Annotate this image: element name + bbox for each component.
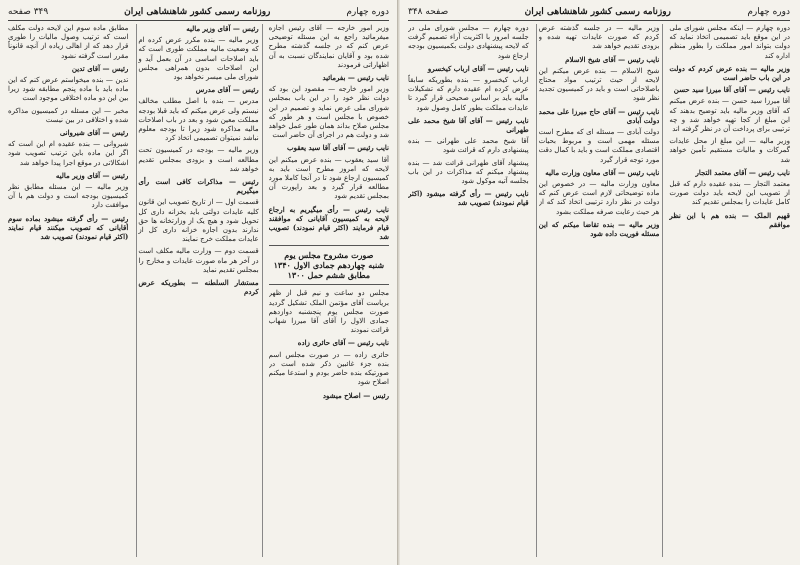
paragraph: شیروانی — بنده عقیده ام این است که اگر این ماده باین ترتیب تصویب شود اشکالاتی در موقع اجرا پیدا خواهد شد [8, 140, 129, 167]
paragraph: نایب رئیس — آقای آقا سید یعقوب [287, 143, 389, 153]
session-notice [269, 250, 389, 280]
left-col-1 [269, 24, 389, 559]
paragraph: معتمد التجار — بنده عقیده دارم که قبل از تصویب این لایحه باید دولت صورت کامل عایدات را بمجلس تقدیم کند [669, 180, 790, 207]
paragraph: مستشار السلطنه — بطوریکه عرض کردم [138, 278, 259, 297]
paragraph: نایب رئیس — آقای ارباب کیخسرو [427, 63, 529, 73]
paragraph: آقا شیخ محمد علی طهرانی — بنده پیشنهادی دارم که قرائت شود [407, 137, 529, 155]
right-col-1 [669, 24, 790, 559]
paragraph: دوره چهارم — اینکه مجلس شورای ملی در این موقع باید تصمیمی اتخاذ نماید که دولت بتواند امور مملکت را بطور منظم اداره کند [669, 24, 790, 60]
paragraph: رئیس — آقای مدرس [195, 85, 259, 95]
paragraph: نایب رئیس — آقای معتمد التجار [695, 167, 790, 177]
paragraph: وزیر مالیه — این مبلغ از محل عایدات گمرکات و مالیات مستقیم تأمین خواهد شد [669, 137, 790, 164]
column-rule [536, 24, 537, 557]
column-rule [662, 24, 663, 557]
left-page-number: ۳۴۹ صفحه [8, 7, 49, 17]
left-col-3 [8, 24, 128, 559]
paragraph: نایب رئیس — آقای شیخ الاسلام [565, 54, 660, 64]
paragraph: نایب رئیس — آقای حائری زاده [297, 338, 389, 348]
paragraph: رئیس — اصلاح میشود [322, 390, 389, 400]
paragraph: حائری زاده — در صورت مجلس اسم بنده جزء غائبین ذکر شده است در صورتیکه بنده حاضر بودم و استدعا میکنم اصلاح شود [268, 350, 389, 387]
paragraph: نایب رئیس — آقای حاج میرزا علی محمد دولت آبادی [538, 106, 660, 125]
paragraph: مدرس — بنده با اصل مطلب مخالف نیستم ولی عرض میکنم که باید قبلا بودجه مملکت معین شود و بعد در باب اصلاحات مالیه مذاکره شود زیرا تا بودجه معلوم نباشد نمیتوان تصمیمی اتخاذ کرد [138, 97, 259, 143]
right-page-session: دوره چهارم [747, 7, 790, 17]
paragraph: وزیر مالیه — بنده عرض کردم که دولت در این باب حاضر است [669, 63, 790, 83]
paragraph: دولت آبادی — مسئله ای که مطرح است مسئله مهمی است و مربوط بحیات اقتصادی مملکت است و باید با کمال دقت مورد توجه قرار گیرد [538, 128, 660, 164]
paragraph: قسمت اول — از تاریخ تصویب این قانون کلیه عایدات دولتی باید بخزانه داری کل تحویل شود و هیچ یک از وزارتخانه ها حق ندارند بدون اجازه خزانه داری کل از عایدات مملکت خرج نمایند [138, 198, 259, 244]
paragraph: دوره چهارم — مجلس شورای ملی در جلسه امروز با اکثریت آراء تصمیم گرفت که لایحه پیشنهادی دولت بکمیسیون بودجه ارجاع شود [407, 24, 529, 60]
paragraph: پیشنهاد آقای طهرانی قرائت شد — بنده پیشنهاد میکنم که مذاکرات در این باب بجلسه آتیه موکول شود [407, 158, 529, 186]
left-page [0, 0, 398, 565]
paragraph: نایب رئیس — آقای آقا میرزا سید حسن [673, 85, 790, 95]
right-page [400, 0, 798, 565]
left-page-session: دوره چهارم [346, 7, 389, 17]
paragraph: وزیر مالیه — بنده مکرر عرض کرده ام که وضعیت مالیه مملکت طوری است که باید اصلاحات اساسی در آن بعمل آید و این اصلاحات بدون همراهی مجلس شورای ملی میسر نخواهد بود [138, 36, 259, 82]
paragraph: شیخ الاسلام — بنده عرض میکنم این لایحه از حیث ترتیب مواد محتاج باصلاحاتی است و باید در کمیسیون تجدید نظر شود [538, 66, 660, 103]
paragraph: رئیس — آقای وزیر مالیه [55, 170, 129, 180]
right-col-3 [408, 24, 529, 559]
left-page-columns [8, 24, 389, 559]
paragraph: ارباب کیخسرو — بنده بطوریکه سابقاً عرض کرده ام عقیده دارم که تشکیلات مالیه باید بر اساس صحیحی قرار گیرد تا عایدات مملکت بطور کامل وصول شود [407, 76, 529, 112]
right-col-2 [539, 24, 660, 559]
paragraph: مخبر — این مسئله در کمیسیون مذاکره شده و اختلافی در بین نیست [8, 106, 129, 124]
column-rule [136, 24, 137, 557]
paragraph: وزیر مالیه — بنده تقاضا میکنم که این مسئله فوریت داده شود [538, 219, 660, 239]
paragraph: قسمت دوم — وزارت مالیه مکلف است در آخر هر ماه صورت عایدات و مخارج را بمجلس تقدیم نماید [138, 247, 259, 274]
right-page-number: صفحه ۳۴۸ [408, 7, 449, 17]
paragraph: رئیس — آقای شیروانی [59, 128, 129, 138]
paragraph: نایب رئیس — آقای معاون وزارت مالیه [545, 167, 660, 177]
paragraph: مطابق ماده سوم این لایحه دولت مکلف است که ترتیب وصول مالیات را طوری قرار دهد که از اهالی زیاده از آنچه قانوناً مقرر است گرفته نشود [8, 24, 129, 60]
notice-line: صورت مشروح مجلس یوم [284, 250, 374, 261]
column-rule [262, 24, 263, 557]
paragraph: وزیر مالیه — بودجه در کمیسیون تحت مطالعه است و بزودی بمجلس تقدیم خواهد شد [138, 146, 259, 173]
divider [269, 245, 389, 246]
notice-line: شنبه چهاردهم جمادی الاول ۱۳۴۰ [273, 260, 385, 271]
paragraph: معاون وزارت مالیه — در خصوص این ماده توضیحاتی لازم است عرض کنم که دولت در نظر دارد ترتیبی اتخاذ کند که از هر حیث رعایت صرفه مملکت بشود [538, 180, 660, 216]
left-page-title: روزنامه رسمی کشور شاهنشاهی ایران [124, 7, 271, 17]
left-page-header [8, 4, 389, 21]
right-page-header [408, 4, 790, 21]
paragraph: وزیر امور خارجه — مقصود این بود که دولت نظر خود را در این باب بمجلس شورای ملی عرض نماید و تصمیم در این خصوص با مجلس است و هر طور که مجلس صلاح بداند همان طور عمل خواهد شد و دولت هم در اجرای آن حاضر است [268, 85, 389, 140]
right-page-columns [408, 24, 790, 559]
paragraph: وزیر امور خارجه — آقای رئیس اجازه میفرمائید راجع به این مسئله توضیحی عرض کنم که در جلسه گذشته مطرح شده بود و آقایان نمایندگان نسبت به آن اظهاراتی فرمودند [268, 24, 389, 69]
notice-line: مطابق ششم حمل ۱۳۰۰ [287, 270, 371, 281]
paragraph: رئیس — مذاکرات کافی است رأی میگیریم [138, 177, 259, 196]
paragraph: رئیس — رأی گرفته میشود بماده سوم آقایانی که تصویب میکنند قیام نمایند (اکثر قیام نمودند) تصویب شد [8, 213, 129, 242]
paragraph: آقا میرزا سید حسن — بنده عرض میکنم که آقای وزیر مالیه باید توضیح بدهند که این مبلغ از کجا تهیه خواهد شد و چه ترتیبی برای پرداخت آن در نظر گرفته اند [669, 97, 790, 134]
paragraph: آقا سید یعقوب — بنده عرض میکنم این لایحه که امروز مطرح است باید به کمیسیون ارجاع شود تا در آنجا کاملا مورد مطالعه قرار گیرد و بعد راپورت آن بمجلس تقدیم شود [268, 155, 389, 201]
paragraph: رئیس — آقای وزیر مالیه [186, 24, 259, 33]
divider [269, 284, 389, 285]
paragraph: نایب رئیس — بفرمائید [322, 73, 389, 83]
paragraph: قهیم الملک — بنده هم با این نظر موافقم [669, 210, 790, 229]
paragraph: نایب رئیس — رأی گرفته میشود (اکثر قیام نمودند) تصویب شد [407, 189, 529, 208]
paragraph: مجلس دو ساعت و نیم قبل از ظهر بریاست آقای مؤتمن الملک تشکیل گردید صورت مجلس یوم پنجشنبه دوازدهم جمادی الاول را آقای آقا میرزا شهاب قرائت نمودند [268, 289, 389, 335]
left-col-2 [138, 24, 258, 559]
paragraph: رئیس — آقای تدین [71, 63, 129, 73]
paragraph: تدین — بنده میخواستم عرض کنم که این ماده باید با ماده پنجم مطابقه شود زیرا بین این دو ماده اختلافی موجود است [8, 76, 129, 103]
paragraph: وزیر مالیه — در جلسه گذشته عرض کردم که صورت عایدات تهیه شده و بزودی تقدیم خواهد شد [538, 24, 660, 51]
paragraph: نایب رئیس — رأی میگیریم به ارجاع لایحه به کمیسیون آقایانی که موافقند قیام فرمایند (اکثر قیام نمودند) تصویب شد [268, 204, 389, 242]
paragraph: نایب رئیس — آقای آقا شیخ محمد علی طهرانی [407, 115, 529, 135]
paragraph: وزیر مالیه — این مسئله مطابق نظر کمیسیون بودجه است و دولت هم با آن موافقت دارد [8, 183, 129, 210]
right-page-title: روزنامه رسمی کشور شاهنشاهی ایران [524, 7, 671, 17]
